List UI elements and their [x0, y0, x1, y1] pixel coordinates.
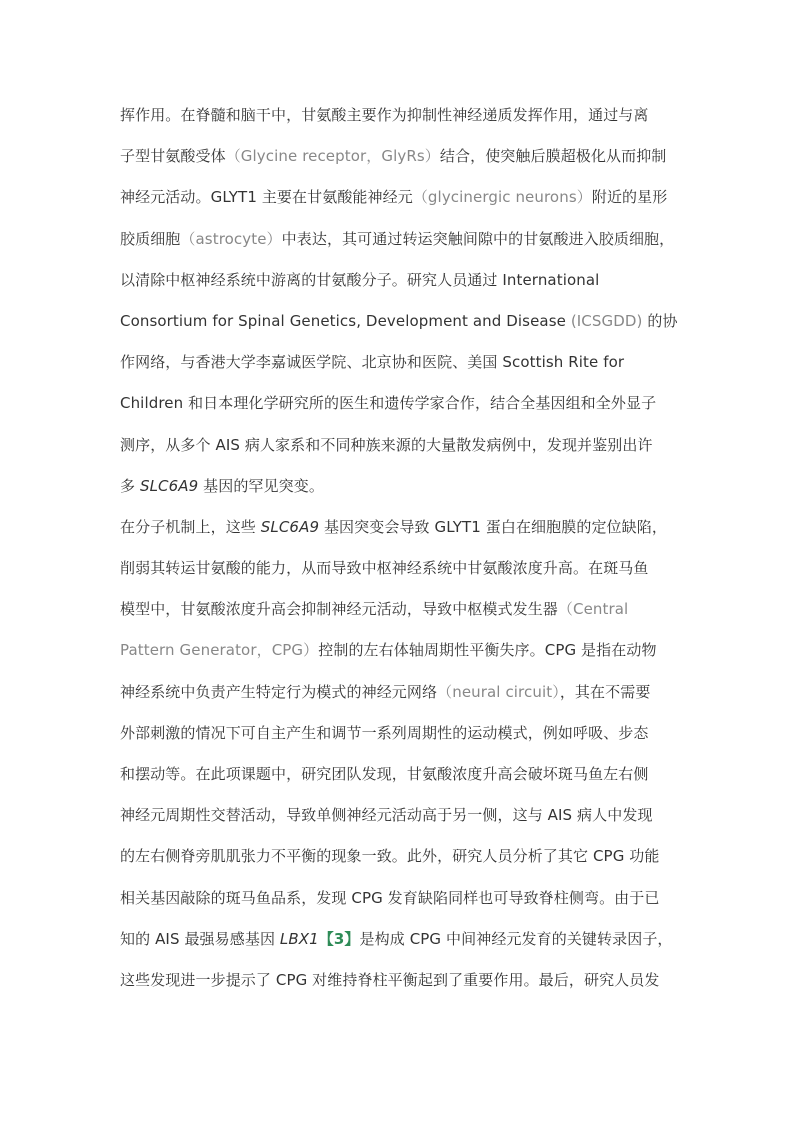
text-line	[120, 841, 680, 882]
text-line	[120, 594, 680, 635]
text-line	[120, 924, 680, 965]
text-span: ，其在不需要	[559, 682, 651, 701]
term-annotation: Pattern Generator，CPG）	[120, 641, 319, 660]
term-annotation: （astrocyte）	[180, 229, 282, 248]
gene-name: SLC6A9	[260, 517, 320, 536]
text-span: 的左右侧脊旁肌肌张力不平衡的现象一致。此外，研究人员分析了其它 CPG 功能	[120, 847, 660, 866]
text-line	[120, 306, 680, 347]
text-line	[120, 512, 680, 553]
text-line	[120, 388, 680, 429]
text-span: 子型甘氨酸受体	[120, 147, 226, 166]
text-span: 这些发现进一步提示了 CPG 对维持脊柱平衡起到了重要作用。最后，研究人员发	[120, 970, 660, 989]
text-line	[120, 265, 680, 306]
term-annotation: （Central	[557, 600, 629, 619]
text-span: 基因的罕见突变。	[198, 476, 324, 495]
gene-name: SLC6A9	[139, 476, 199, 495]
text-span: 结合，使突触后膜超极化从而抑制	[439, 147, 667, 166]
text-line	[120, 883, 680, 924]
article-body	[120, 100, 680, 1006]
text-line	[120, 224, 680, 265]
text-span: 相关基因敲除的斑马鱼品系，发现 CPG 发育缺陷同样也可导致脊柱侧弯。由于已	[120, 888, 660, 907]
text-line	[120, 347, 680, 388]
text-line	[120, 635, 680, 676]
text-line	[120, 141, 680, 182]
text-line	[120, 430, 680, 471]
text-span: 削弱其转运甘氨酸的能力，从而导致中枢神经系统中甘氨酸浓度升高。在斑马鱼	[120, 559, 649, 578]
reference-link[interactable]: 【3】	[318, 929, 360, 948]
text-span: 神经元周期性交替活动，导致单侧神经元活动高于另一侧，这与 AIS 病人中发现	[120, 806, 653, 825]
text-span: Children 和日本理化学研究所的医生和遗传学家合作，结合全基因组和全外显子	[120, 394, 657, 413]
text-span: 基因突变会导致 GLYT1 蛋白在细胞膜的定位缺陷，	[319, 517, 667, 536]
text-span: 以清除中枢神经系统中游离的甘氨酸分子。研究人员通过 International	[120, 270, 600, 289]
text-span: 和摆动等。在此项课题中，研究团队发现，甘氨酸浓度升高会破坏斑马鱼左右侧	[120, 765, 649, 783]
text-span: 外部刺激的情况下可自主产生和调节一系列周期性的运动模式，例如呼吸、步态	[120, 723, 649, 742]
term-annotation: （Glycine receptor，GlyRs）	[225, 147, 440, 166]
text-line	[120, 182, 680, 223]
text-line	[120, 800, 680, 841]
text-line	[120, 471, 680, 512]
text-line	[120, 718, 680, 759]
text-span: 多	[120, 476, 140, 495]
text-line	[120, 677, 680, 718]
text-span: 知的 AIS 最强易感基因	[120, 929, 280, 948]
text-span: 测序，从多个 AIS 病人家系和不同种族来源的大量散发病例中，发现并鉴别出许	[120, 435, 653, 454]
text-span: 是构成 CPG 中间神经元发育的关键转录因子，	[359, 929, 673, 948]
text-line	[120, 100, 680, 141]
gene-name: LBX1	[279, 929, 319, 948]
term-annotation: （glycinergic neurons）	[412, 188, 592, 207]
term-annotation: （neural circuit）	[437, 682, 560, 701]
term-annotation: (ICSGDD)	[570, 311, 643, 330]
text-span: 的协	[642, 311, 678, 330]
text-span: 挥作用。在脊髓和脑干中，甘氨酸主要作为抑制性神经递质发挥作用，通过与离	[120, 106, 649, 124]
text-span: 控制的左右体轴周期性平衡失序。CPG 是指在动物	[318, 641, 657, 660]
text-span: 模型中，甘氨酸浓度升高会抑制神经元活动，导致中枢模式发生器	[120, 600, 558, 619]
text-span: 神经系统中负责产生特定行为模式的神经元网络	[120, 682, 438, 701]
text-span: 作网络，与香港大学李嘉诚医学院、北京协和医院、美国 Scottish Rite for	[120, 353, 625, 372]
text-span: Consortium for Spinal Genetics, Development and Disease	[120, 311, 571, 330]
text-span: 神经元活动。GLYT1 主要在甘氨酸能神经元	[120, 188, 413, 207]
text-line	[120, 553, 680, 594]
text-line	[120, 965, 680, 1006]
text-span: 在分子机制上，这些	[120, 517, 261, 536]
text-line	[120, 759, 680, 800]
text-span: 胶质细胞	[120, 229, 181, 248]
text-span: 中表达，其可通过转运突触间隙中的甘氨酸进入胶质细胞，	[281, 229, 675, 248]
text-span: 附近的星形	[591, 188, 668, 207]
